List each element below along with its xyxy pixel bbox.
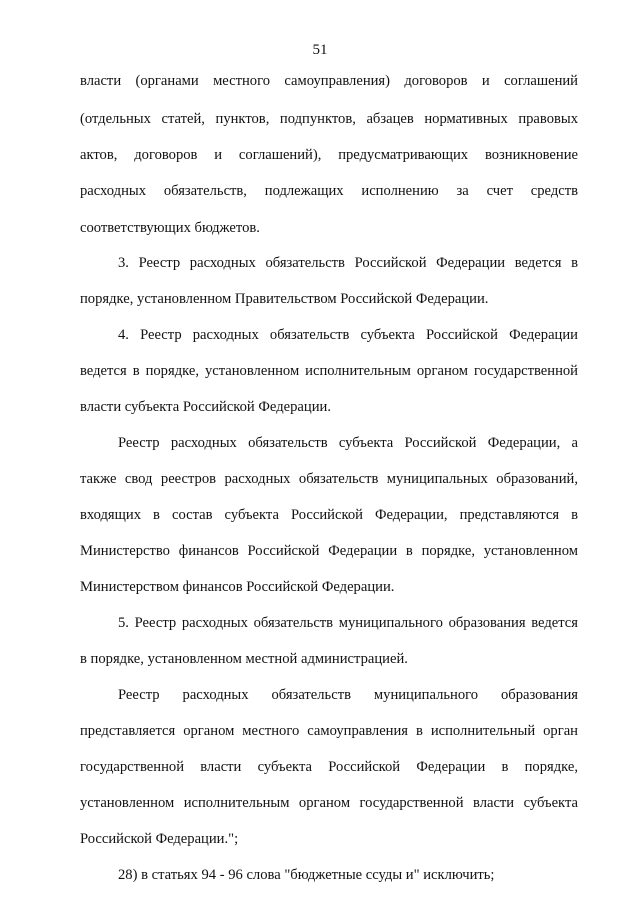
text-line: актов, договоров и соглашений), предусматривающих возникновение (80, 147, 578, 163)
text-line: входящих в состав субъекта Российской Федерации, представляются в (80, 507, 578, 523)
text-line: Министерство финансов Российской Федерации в порядке, установленном (80, 543, 578, 559)
text-line: Российской Федерации."; (80, 831, 239, 847)
text-line: Министерством финансов Российской Федерации. (80, 579, 395, 595)
text-line: 3. Реестр расходных обязательств Российской Федерации ведется в (118, 255, 578, 271)
text-line: государственной власти субъекта Российской Федерации в порядке, (80, 759, 578, 775)
text-line: 5. Реестр расходных обязательств муниципального образования ведется (118, 615, 578, 631)
text-line: 28) в статьях 94 - 96 слова "бюджетные ссуды и" исключить; (118, 867, 495, 883)
text-line: соответствующих бюджетов. (80, 220, 260, 236)
text-line: ведется в порядке, установленном исполнительным органом государственной (80, 363, 578, 379)
text-line: расходных обязательств, подлежащих исполнению за счет средств (80, 183, 578, 199)
text-line: власти субъекта Российской Федерации. (80, 399, 331, 415)
page-number: 51 (312, 42, 328, 58)
text-line: представляется органом местного самоуправления в исполнительный орган (80, 723, 578, 739)
text-line: Реестр расходных обязательств субъекта Российской Федерации, а (118, 435, 578, 451)
text-line: (отдельных статей, пунктов, подпунктов, абзацев нормативных правовых (80, 111, 578, 127)
text-line: порядке, установленном Правительством Российской Федерации. (80, 291, 489, 307)
text-line: также свод реестров расходных обязательств муниципальных образований, (80, 471, 578, 487)
text-line: в порядке, установленном местной администрацией. (80, 651, 408, 667)
text-line: установленном исполнительным органом государственной власти субъекта (80, 795, 578, 811)
text-line: 4. Реестр расходных обязательств субъекта Российской Федерации (118, 327, 578, 343)
text-line: власти (органами местного самоуправления) договоров и соглашений (80, 73, 578, 89)
text-line: Реестр расходных обязательств муниципального образования (118, 687, 578, 703)
